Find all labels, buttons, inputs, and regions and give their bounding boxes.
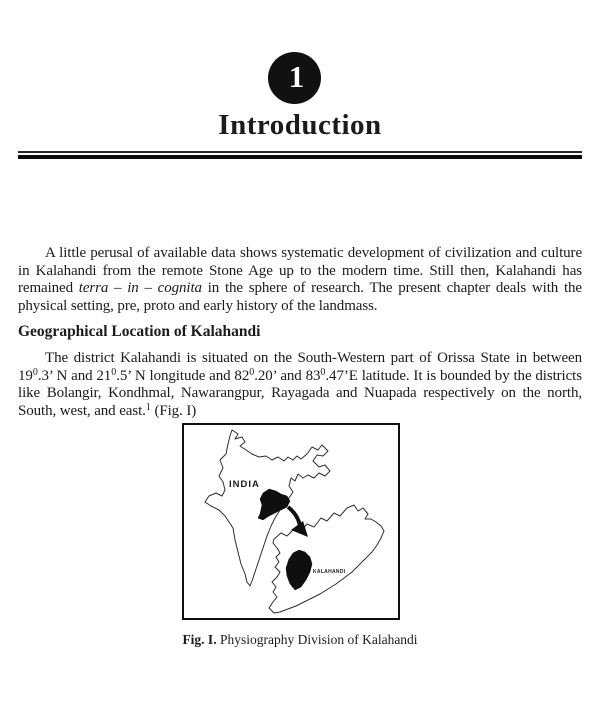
figure-caption-number: Fig. I.	[182, 632, 217, 647]
map-svg	[184, 425, 398, 618]
section-heading: Geographical Location of Kalahandi	[18, 323, 261, 340]
paragraph-intro: A little perusal of available data shows systematic development of civilization and culture in Kalahandi from the remote Stone Age up to the modern time. Still then, Kalahandi has remained terra – in – cognita in the sphere of research. The present chapter deals with the physical setting, pre, proto and early history of the landmass.	[18, 245, 582, 315]
kalahandi-label: KALAHANDI	[313, 569, 346, 575]
figure-caption	[0, 632, 600, 648]
orissa-outline	[269, 505, 384, 613]
divider-rule-thick	[18, 155, 582, 159]
india-label: INDIA	[229, 479, 260, 490]
divider-rule-thin	[18, 151, 582, 153]
map-figure	[182, 423, 400, 620]
arrow-icon	[288, 507, 300, 526]
chapter-number: 1	[288, 59, 305, 94]
paragraph-location: The district Kalahandi is situated on the South-Western part of Orissa State in between $19^0.3$’ N and $21^0.5$’ N longitude and $82^0.20$’ and $83^0.47’E$ latitude. It is bounded by the districts like Bolangir, Kondhmal, Nawarangpur, Rayagada and Nuapada respectively on the north, South, west, and east.$^1$ (Fig. I)	[18, 350, 582, 420]
chapter-title: Introduction	[218, 109, 382, 141]
figure-caption-text: Physiography Division of Kalahandi	[216, 632, 418, 647]
chapter-number-badge	[268, 52, 321, 104]
